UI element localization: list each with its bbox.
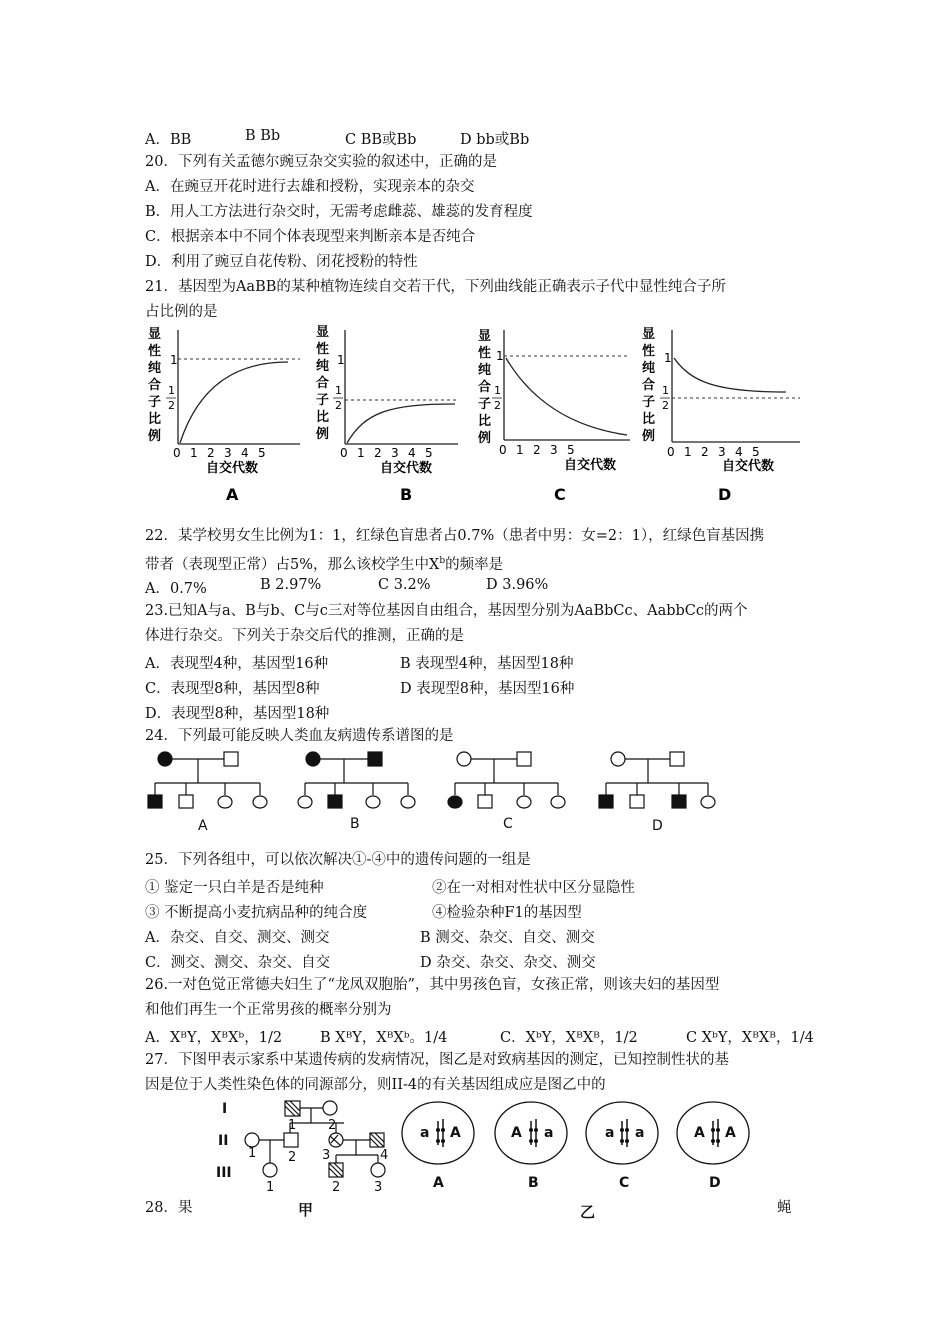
cell-label-c: C bbox=[619, 1175, 630, 1191]
q22-option-c: C 3.2% bbox=[378, 577, 431, 593]
svg-text:子: 子 bbox=[478, 397, 492, 412]
q22-stem-line2: 带者（表现型正常）占5%，那么该校学生中$X^b$的频率是 bbox=[145, 556, 504, 573]
q28-start: 28．果 bbox=[145, 1200, 193, 1216]
svg-text:纯: 纯 bbox=[148, 361, 162, 376]
cell-label-d: D bbox=[709, 1175, 721, 1191]
q20-option-c: C．根据亲本中不同个体表现型来判断亲本是否纯合 bbox=[145, 229, 476, 245]
q24-label-c: C bbox=[503, 816, 513, 832]
svg-text:自交代数: 自交代数 bbox=[564, 458, 617, 473]
q22-stem-line1: 22．某学校男女生比例为1：1，红绿色盲患者占0.7%（患者中男：女=2：1），红绿色盲基因携 bbox=[145, 528, 765, 544]
svg-text:1: 1 bbox=[337, 353, 345, 367]
q19-option-a: A．BB bbox=[145, 132, 192, 148]
svg-text:3: 3 bbox=[322, 1148, 331, 1163]
svg-text:a: a bbox=[420, 1125, 430, 1141]
gen-label-2: II bbox=[218, 1133, 229, 1149]
q25-option-c: C．测交、测交、杂交、自交 bbox=[145, 955, 331, 971]
q23-option-c: C．表现型8种，基因型8种 bbox=[145, 681, 320, 697]
cell-label-a: A bbox=[433, 1175, 444, 1191]
q24-pedigree-a bbox=[148, 752, 267, 808]
svg-text:合: 合 bbox=[148, 378, 162, 393]
svg-text:2: 2 bbox=[701, 445, 709, 459]
svg-text:3: 3 bbox=[224, 446, 232, 460]
q27-figure bbox=[210, 1093, 770, 1225]
q25-item-4: ④检验杂种F1的基因型 bbox=[432, 905, 582, 921]
q19-option-c: C BB或Bb bbox=[345, 132, 417, 148]
q23-option-a: A．表现型4种，基因型16种 bbox=[145, 656, 329, 672]
svg-text:2: 2 bbox=[168, 399, 175, 412]
q23-stem-line1: 23.已知A与a、B与b、C与c三对等位基因自由组合，基因型分别为AaBbCc、AabbCc的两个 bbox=[145, 603, 748, 619]
q24-pedigree-b bbox=[298, 752, 415, 808]
svg-text:2: 2 bbox=[494, 399, 501, 412]
svg-text:1: 1 bbox=[266, 1180, 275, 1195]
svg-text:自交代数: 自交代数 bbox=[722, 459, 775, 474]
svg-text:1: 1 bbox=[168, 384, 175, 397]
svg-text:合: 合 bbox=[642, 378, 656, 393]
svg-text:显: 显 bbox=[148, 327, 162, 342]
q28-end: 蝇 bbox=[777, 1200, 792, 1216]
caption-jia: 甲 bbox=[298, 1201, 314, 1219]
q24-label-d: D bbox=[652, 818, 663, 834]
svg-text:5: 5 bbox=[425, 446, 433, 460]
q21-graphs bbox=[140, 322, 820, 512]
svg-text:1: 1 bbox=[357, 446, 365, 460]
q24-label-b: B bbox=[350, 816, 360, 832]
svg-text:A: A bbox=[725, 1125, 736, 1141]
q25-option-a: A．杂交、自交、测交、测交 bbox=[145, 930, 330, 946]
svg-text:2: 2 bbox=[332, 1180, 341, 1195]
svg-text:显: 显 bbox=[478, 329, 492, 344]
y-axis-label bbox=[147, 327, 161, 444]
svg-text:2: 2 bbox=[288, 1150, 297, 1165]
q20-option-a: A．在豌豆开花时进行去雄和授粉，实现亲本的杂交 bbox=[145, 179, 475, 195]
svg-text:2: 2 bbox=[662, 399, 669, 412]
svg-text:性: 性 bbox=[478, 346, 492, 361]
q27-stem-line2: 因是位于人类性染色体的同源部分，则II-4的有关基因组成应是图乙中的 bbox=[145, 1077, 606, 1093]
svg-text:纯: 纯 bbox=[316, 359, 330, 374]
svg-text:1: 1 bbox=[662, 384, 669, 397]
svg-text:0: 0 bbox=[499, 443, 507, 457]
svg-text:A: A bbox=[450, 1125, 461, 1141]
q22-option-b: B 2.97% bbox=[260, 577, 322, 593]
svg-text:比: 比 bbox=[642, 412, 656, 427]
svg-text:比: 比 bbox=[316, 410, 330, 425]
q19-option-d: D bb或Bb bbox=[460, 132, 530, 148]
svg-text:例: 例 bbox=[478, 431, 492, 446]
q21-graph-d bbox=[641, 327, 800, 504]
svg-text:3: 3 bbox=[391, 446, 399, 460]
q24-pedigrees bbox=[140, 745, 740, 840]
q22-option-d: D 3.96% bbox=[486, 577, 549, 593]
svg-text:2: 2 bbox=[207, 446, 215, 460]
svg-text:例: 例 bbox=[316, 427, 330, 442]
svg-text:1: 1 bbox=[684, 445, 692, 459]
svg-text:性: 性 bbox=[316, 342, 330, 357]
svg-text:3: 3 bbox=[374, 1180, 383, 1195]
q21-stem-line1: 21．基因型为AaBB的某种植物连续自交若干代，下列曲线能正确表示子代中显性纯合子所 bbox=[145, 279, 726, 295]
svg-text:A: A bbox=[694, 1125, 705, 1141]
svg-text:显: 显 bbox=[316, 325, 330, 340]
svg-text:1: 1 bbox=[190, 446, 198, 460]
svg-text:4: 4 bbox=[241, 446, 249, 460]
q26-stem-line1: 26.一对色觉正常德夫妇生了“龙凤双胞胎”，其中男孩色盲，女孩正常，则该夫妇的基因型 bbox=[145, 977, 720, 993]
svg-text:1: 1 bbox=[496, 349, 504, 363]
svg-text:4: 4 bbox=[408, 446, 416, 460]
q24-pedigree-c bbox=[448, 752, 565, 808]
svg-text:2: 2 bbox=[335, 399, 342, 412]
svg-text:纯: 纯 bbox=[478, 363, 492, 378]
x-axis-label: 自交代数 bbox=[206, 461, 259, 476]
svg-text:子: 子 bbox=[148, 395, 162, 410]
q20-option-b: B．用人工方法进行杂交时，无需考虑雌蕊、雄蕊的发育程度 bbox=[145, 204, 533, 220]
q27-stem-line1: 27．下图甲表示家系中某遗传病的发病情况，图乙是对致病基因的测定，已知控制性状的基 bbox=[145, 1052, 729, 1068]
svg-text:2: 2 bbox=[533, 443, 541, 457]
svg-text:1: 1 bbox=[248, 1146, 257, 1161]
svg-text:例: 例 bbox=[642, 429, 656, 444]
q23-option-d2: D．表现型8种，基因型18种 bbox=[145, 706, 330, 722]
svg-text:a: a bbox=[544, 1125, 554, 1141]
svg-text:子: 子 bbox=[642, 395, 656, 410]
gen-label-3: III bbox=[216, 1165, 232, 1181]
svg-text:D: D bbox=[718, 485, 732, 504]
svg-text:合: 合 bbox=[316, 376, 330, 391]
svg-text:3: 3 bbox=[550, 443, 558, 457]
svg-text:a: a bbox=[635, 1125, 645, 1141]
q23-option-b: B 表现型4种，基因型18种 bbox=[400, 656, 574, 672]
svg-text:1: 1 bbox=[494, 384, 501, 397]
q25-stem: 25．下列各组中，可以依次解决①-④中的遗传问题的一组是 bbox=[145, 852, 531, 868]
q21-graph-b bbox=[315, 325, 458, 504]
q23-stem-line2: 体进行杂交。下列关于杂交后代的推测，正确的是 bbox=[145, 628, 464, 644]
svg-text:1: 1 bbox=[288, 1118, 297, 1133]
q25-item-3: ③ 不断提高小麦抗病品种的纯合度 bbox=[145, 905, 368, 921]
q23-option-d: D 表现型8种，基因型16种 bbox=[400, 681, 575, 697]
q19-option-b: B Bb bbox=[245, 128, 281, 144]
svg-text:2: 2 bbox=[374, 446, 382, 460]
q25-option-b: B 测交、杂交、自交、测交 bbox=[420, 930, 595, 946]
q24-pedigree-d bbox=[599, 752, 715, 808]
svg-text:5: 5 bbox=[567, 443, 575, 457]
q26-option-b: B XᴮY，XᴮXᵇ。1/4 bbox=[320, 1030, 448, 1046]
svg-text:显: 显 bbox=[642, 327, 656, 342]
svg-text:1: 1 bbox=[516, 443, 524, 457]
svg-text:4: 4 bbox=[380, 1148, 389, 1163]
svg-text:0: 0 bbox=[340, 446, 348, 460]
svg-text:性: 性 bbox=[642, 344, 656, 359]
svg-text:A: A bbox=[511, 1125, 522, 1141]
q25-item-2: ②在一对相对性状中区分显隐性 bbox=[432, 880, 635, 896]
q25-option-d: D 杂交、杂交、杂交、测交 bbox=[420, 955, 596, 971]
svg-text:0: 0 bbox=[173, 446, 181, 460]
q26-stem-line2: 和他们再生一个正常男孩的概率分别为 bbox=[145, 1002, 392, 1018]
cell-label-b: B bbox=[528, 1175, 539, 1191]
q21-graph-c bbox=[477, 329, 630, 504]
q20-option-d: D．利用了豌豆自花传粉、闭花授粉的特性 bbox=[145, 254, 418, 270]
q20-stem: 20．下列有关孟德尔豌豆杂交实验的叙述中，正确的是 bbox=[145, 154, 497, 170]
svg-text:5: 5 bbox=[258, 446, 266, 460]
svg-text:1: 1 bbox=[335, 384, 342, 397]
gen-label-1: I bbox=[222, 1101, 228, 1117]
svg-text:例: 例 bbox=[148, 429, 162, 444]
svg-text:0: 0 bbox=[667, 445, 675, 459]
svg-text:a: a bbox=[605, 1125, 615, 1141]
svg-text:纯: 纯 bbox=[642, 361, 656, 376]
svg-text:1: 1 bbox=[664, 351, 672, 365]
svg-text:比: 比 bbox=[148, 412, 162, 427]
svg-text:合: 合 bbox=[478, 380, 492, 395]
q22-option-a: A．0.7% bbox=[145, 581, 207, 597]
svg-text:C: C bbox=[554, 485, 566, 504]
svg-text:3: 3 bbox=[718, 445, 726, 459]
q26-option-a: A．XᴮY，XᴮXᵇ，1/2 bbox=[145, 1030, 283, 1046]
graph-label-a: A bbox=[226, 485, 239, 504]
svg-text:B: B bbox=[400, 485, 413, 504]
q21-stem-line2: 占比例的是 bbox=[145, 304, 218, 320]
q26-option-d: C XᵇY，XᴮXᴮ，1/4 bbox=[686, 1030, 814, 1046]
svg-text:性: 性 bbox=[148, 344, 162, 359]
q26-option-c: C．XᵇY，XᴮXᴮ，1/2 bbox=[500, 1030, 638, 1046]
svg-text:4: 4 bbox=[735, 445, 743, 459]
caption-yi: 乙 bbox=[580, 1203, 596, 1221]
svg-text:子: 子 bbox=[316, 393, 330, 408]
q21-graph-a bbox=[147, 327, 300, 504]
svg-text:2: 2 bbox=[328, 1118, 337, 1133]
svg-text:1: 1 bbox=[170, 353, 178, 367]
svg-text:比: 比 bbox=[478, 414, 492, 429]
svg-text:自交代数: 自交代数 bbox=[380, 461, 433, 476]
svg-text:5: 5 bbox=[752, 445, 760, 459]
q24-label-a: A bbox=[198, 818, 208, 834]
q24-stem: 24．下列最可能反映人类血友病遗传系谱图的是 bbox=[145, 728, 454, 744]
q25-item-1: ① 鉴定一只白羊是否是纯种 bbox=[145, 880, 324, 896]
